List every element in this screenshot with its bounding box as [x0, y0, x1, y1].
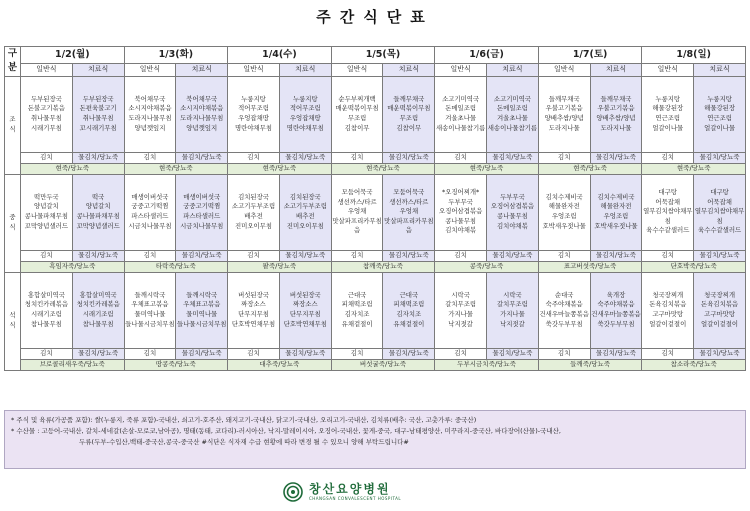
porridge-row	[5, 261, 746, 272]
kimchi-row	[5, 152, 746, 163]
treatment-menu-cell: 북어채무국 소시지야채볶음 도라지나물무침 양념깻잎지	[176, 76, 228, 152]
meal-row	[5, 76, 746, 152]
general-menu-cell: 들깨시락국 우체표고볶음 물미역나물 들나물시금치무침	[124, 272, 176, 348]
treatment-menu-cell: 소고기미역국 돈메일조림 겨울초나물 새송이나물참기름	[487, 76, 539, 152]
kimchi-cell: 김치	[642, 348, 694, 359]
day-header: 1/5(목)	[331, 47, 435, 64]
general-menu-cell: 대구탕 어묵잡채 열무김치쌈야채무 침 육수수같샐러드	[642, 174, 694, 250]
kimchi-cell: 김치	[228, 250, 280, 261]
treatment-menu-cell: 육개장 숙주야채볶음 건새우마늘쫑볶음 쑥갓두부무침	[590, 272, 642, 348]
day-header: 1/6(금)	[435, 47, 539, 64]
porridge-cell: 현죽/당뇨죽	[124, 163, 228, 174]
porridge-cell: 참깨죽/당뇨죽	[331, 261, 435, 272]
kimchi-cell: 김치	[642, 250, 694, 261]
kimchi-treatment-cell: 물김치/당뇨죽	[72, 250, 124, 261]
treatment-menu-cell: 두부무국 오징어삼겹볶음 콩나물무침 김치야채볶	[487, 174, 539, 250]
kimchi-treatment-cell: 물김치/당뇨죽	[176, 348, 228, 359]
kimchi-treatment-cell: 물김치/당뇨죽	[383, 152, 435, 163]
kimchi-treatment-cell: 물김치/당뇨죽	[383, 250, 435, 261]
day-header: 1/3(화)	[124, 47, 228, 64]
kimchi-treatment-cell: 물김치/당뇨죽	[487, 348, 539, 359]
kimchi-cell: 김치	[228, 348, 280, 359]
treatment-menu-cell: 누룽지탕 해물강된장 연근조림 얼갈이나물	[694, 76, 746, 152]
day-header: 1/8(일)	[642, 47, 746, 64]
general-menu-cell: 청국장찌개 돈육김치볶음 고구마맛탕 얼갈이겉절이	[642, 272, 694, 348]
treatment-menu-cell: 대구탕 어묵잡채 열무김치쌈야채무 침 육수수같샐러드	[694, 174, 746, 250]
general-menu-cell: *오징어찌개* 두부무국 오징어삼겹볶음 콩나물무침 김치야채볶	[435, 174, 487, 250]
general-diet-header: 일반식	[331, 63, 383, 76]
porridge-cell: 단호박죽/당뇨죽	[642, 261, 746, 272]
note-line: * 수산물 : 고등어-국내산, 갈치-세네갈(손살-모로코,남아공), 명태(동태, 코다리)-러시아산, 낙지-말레이시아, 오징어-국내산, 꽃게-중국, 대구-남태평양산, 미꾸라지-중국산, 바다장어(산물)-국내산,	[11, 427, 561, 436]
kimchi-cell: 김치	[538, 250, 590, 261]
general-menu-cell: 시락국 갈치무조림 가지나물 낙지젓갈	[435, 272, 487, 348]
kimchi-treatment-cell: 물김치/당뇨죽	[694, 348, 746, 359]
kimchi-treatment-cell: 물김치/당뇨죽	[694, 152, 746, 163]
note-line: 두류(두부-수입산,백태-중국산,콩국-중국산 #식단은 식자재 수급 현황에 따라 변경 될 수 있으니 양해 부탁드립니다#	[79, 438, 409, 447]
kimchi-cell: 김치	[435, 348, 487, 359]
hospital-logo	[283, 481, 473, 503]
meal-label: 중 식	[5, 174, 21, 272]
treatment-menu-cell: 들깨무채국 매운떡볶이무침 무조림 김참이무	[383, 76, 435, 152]
page-title: 주간식단표	[316, 8, 434, 26]
porridge-cell: 대추죽/당뇨죽	[228, 359, 332, 370]
treatment-menu-cell: 김치된장국 소고기두부조림 배추전 진미오이무침	[279, 174, 331, 250]
meal-label: 조 식	[5, 76, 21, 174]
general-diet-header: 일반식	[538, 63, 590, 76]
kimchi-treatment-cell: 물김치/당뇨죽	[590, 348, 642, 359]
porridge-cell: 브로콜리새우죽/당뇨죽	[21, 359, 125, 370]
meal-label: 석 식	[5, 272, 21, 370]
treatment-menu-cell: 근대국 피채떡조림 김자치조 유채겉절이	[383, 272, 435, 348]
treatment-diet-header: 치료식	[72, 63, 124, 76]
kimchi-treatment-cell: 물김치/당뇨죽	[279, 250, 331, 261]
general-diet-header: 일반식	[435, 63, 487, 76]
porridge-cell: 팥죽/당뇨죽	[228, 261, 332, 272]
treatment-menu-cell: 버섯된장국 짜장소스 단무지무침 단호박연채무침	[279, 272, 331, 348]
kimchi-treatment-cell: 물김치/당뇨죽	[176, 152, 228, 163]
treatment-menu-cell: 떡국 양념갈치 콩나물파채무침 꼬막양념샐러드	[72, 174, 124, 250]
kimchi-cell: 김치	[124, 348, 176, 359]
porridge-cell: 현죽/당뇨죽	[538, 163, 642, 174]
general-menu-cell: 김치수제비국 해물완자전 우엉조림 호박새우젓나물	[538, 174, 590, 250]
treatment-menu-cell: 들깨무채국 우불고기볶음 양배추쌈/양념 도라지나물	[590, 76, 642, 152]
kimchi-cell: 김치	[435, 250, 487, 261]
treatment-diet-header: 치료식	[383, 63, 435, 76]
porridge-cell: 타락죽/당뇨죽	[124, 261, 228, 272]
general-menu-cell: 김치된장국 소고기두부조림 배추전 진미오이무침	[228, 174, 280, 250]
kimchi-cell: 김치	[642, 152, 694, 163]
porridge-cell: 현죽/당뇨죽	[21, 163, 125, 174]
kimchi-cell: 김치	[124, 250, 176, 261]
kimchi-cell: 김치	[538, 348, 590, 359]
general-menu-cell: 두부된장국 돈불고기볶음 취나물무침 시래기무침	[21, 76, 73, 152]
treatment-menu-cell: 누룽지탕 적어무조림 우엉잡채땅 명란야채무침	[279, 76, 331, 152]
kimchi-cell: 김치	[331, 152, 383, 163]
treatment-menu-cell: 김치수제비국 해물완자전 우엉조림 호박새우젓나물	[590, 174, 642, 250]
general-menu-cell: 모둠어묵국 생선까스/타르 우엉채 맛살파프리카무침 음	[331, 174, 383, 250]
kimchi-treatment-cell: 물김치/당뇨죽	[590, 250, 642, 261]
note-line: * 주식 및 육류(가공품 포함): 쌀(누룽지, 죽류 포함)-국내산, 쇠고기-호주산, 돼지고기-국내산, 닭고기-국내산, 오리고기-국내산, 김치류(배추: 국산, 고춧가루: 중국산)	[11, 416, 477, 424]
kimchi-cell: 김치	[21, 348, 73, 359]
kimchi-treatment-cell: 물김치/당뇨죽	[487, 152, 539, 163]
notes-box	[4, 410, 746, 469]
porridge-cell: 참소라죽/당뇨죽	[642, 359, 746, 370]
general-menu-cell: 버섯된장국 짜장소스 단무지무침 단호박연채무침	[228, 272, 280, 348]
treatment-menu-cell: 시락국 갈치무조림 가지나물 낙지젓갈	[487, 272, 539, 348]
treatment-menu-cell: 매생이버섯국 궁중고기떡찜 파스타샐러드 시금치나물무침	[176, 174, 228, 250]
general-diet-header: 일반식	[642, 63, 694, 76]
kimchi-cell: 김치	[435, 152, 487, 163]
kimchi-cell: 김치	[21, 152, 73, 163]
treatment-menu-cell: 두부된장국 돈편육불고기 취나물무침 꼬시래기무침	[72, 76, 124, 152]
kimchi-treatment-cell: 물김치/당뇨죽	[72, 348, 124, 359]
general-menu-cell: 순대국 숙주야채볶음 건새우마늘쫑볶음 쑥갓두부무침	[538, 272, 590, 348]
porridge-cell: 표고버섯죽/당뇨죽	[538, 261, 642, 272]
porridge-row	[5, 359, 746, 370]
porridge-cell: 두부시금치죽/당뇨죽	[435, 359, 539, 370]
porridge-cell: 현죽/당뇨죽	[331, 163, 435, 174]
diet-type-row	[5, 63, 746, 76]
kimchi-treatment-cell: 물김치/당뇨죽	[72, 152, 124, 163]
general-diet-header: 일반식	[21, 63, 73, 76]
weekly-menu-table	[4, 46, 746, 371]
kimchi-cell: 김치	[124, 152, 176, 163]
kimchi-cell: 김치	[331, 348, 383, 359]
kimchi-row	[5, 348, 746, 359]
kimchi-treatment-cell: 물김치/당뇨죽	[383, 348, 435, 359]
general-menu-cell: 떡만두국 양념갈치 콩나물파채무침 꼬막양념샐러드	[21, 174, 73, 250]
hospital-name: 창산요양병원	[309, 481, 391, 496]
hospital-emblem-icon	[283, 482, 303, 502]
general-menu-cell: 누룽지탕 적어무조림 우엉잡채땅 명란야채무침	[228, 76, 280, 152]
treatment-menu-cell: 홍합살미역국 청치킨카레볶음 시래기조림 참나물무침	[72, 272, 124, 348]
porridge-cell: 땅콩죽/당뇨죽	[124, 359, 228, 370]
kimchi-cell: 김치	[21, 250, 73, 261]
kimchi-cell: 김치	[538, 152, 590, 163]
treatment-diet-header: 치료식	[176, 63, 228, 76]
general-menu-cell: 근대국 피채떡조림 김자치조 유채겉절이	[331, 272, 383, 348]
treatment-menu-cell: 청국장찌개 돈육김치볶음 고구마맛탕 얼갈이겉절이	[694, 272, 746, 348]
kimchi-treatment-cell: 물김치/당뇨죽	[176, 250, 228, 261]
date-row	[5, 47, 746, 64]
kimchi-cell: 김치	[331, 250, 383, 261]
treatment-diet-header: 치료식	[590, 63, 642, 76]
kimchi-treatment-cell: 물김치/당뇨죽	[590, 152, 642, 163]
porridge-cell: 들깨죽/당뇨죽	[538, 359, 642, 370]
general-menu-cell: 북어채무국 소시지야채볶음 도라지나물무침 양념깻잎지	[124, 76, 176, 152]
kimchi-treatment-cell: 물김치/당뇨죽	[279, 152, 331, 163]
kimchi-cell: 김치	[228, 152, 280, 163]
porridge-cell: 콩죽/당뇨죽	[435, 261, 539, 272]
general-menu-cell: 홍합살미역국 청치킨카레볶음 시래기조림 참나물무침	[21, 272, 73, 348]
general-diet-header: 일반식	[124, 63, 176, 76]
treatment-menu-cell: 모둠어묵국 생선까스/타르 우엉채 맛살파프리카무침 음	[383, 174, 435, 250]
meal-row	[5, 174, 746, 250]
meal-row	[5, 272, 746, 348]
porridge-cell: 현죽/당뇨죽	[435, 163, 539, 174]
porridge-cell: 현죽/당뇨죽	[228, 163, 332, 174]
day-header: 1/7(토)	[538, 47, 642, 64]
hospital-name-english: CHANGSAN CONVALESCENT HOSPITAL	[309, 496, 402, 502]
kimchi-treatment-cell: 물김치/당뇨죽	[279, 348, 331, 359]
treatment-diet-header: 치료식	[279, 63, 331, 76]
kimchi-row	[5, 250, 746, 261]
day-header: 1/2(월)	[21, 47, 125, 64]
general-menu-cell: 순두부찌개백 매운떡볶이무침 무조림 김참이무	[331, 76, 383, 152]
general-menu-cell: 들깨무채국 우불고기볶음 양배추쌈/양념 도라지나물	[538, 76, 590, 152]
general-menu-cell: 매생이버섯국 궁중고기떡찜 파스타샐러드 시금치나물무침	[124, 174, 176, 250]
treatment-diet-header: 치료식	[487, 63, 539, 76]
treatment-diet-header: 치료식	[694, 63, 746, 76]
category-header: 구 분	[5, 47, 21, 77]
porridge-cell: 현죽/당뇨죽	[642, 163, 746, 174]
porridge-cell: 흑임자죽/당뇨죽	[21, 261, 125, 272]
porridge-cell: 버섯굴죽/당뇨죽	[331, 359, 435, 370]
general-diet-header: 일반식	[228, 63, 280, 76]
treatment-menu-cell: 들깨시락국 우체표고볶음 물미역나물 들나물시금치무침	[176, 272, 228, 348]
porridge-row	[5, 163, 746, 174]
general-menu-cell: 소고기미역국 돈메일조림 겨울초나물 새송이나물참기름	[435, 76, 487, 152]
kimchi-treatment-cell: 물김치/당뇨죽	[694, 250, 746, 261]
general-menu-cell: 누룽지탕 해물강된장 연근조림 얼갈이나물	[642, 76, 694, 152]
kimchi-treatment-cell: 물김치/당뇨죽	[487, 250, 539, 261]
day-header: 1/4(수)	[228, 47, 332, 64]
